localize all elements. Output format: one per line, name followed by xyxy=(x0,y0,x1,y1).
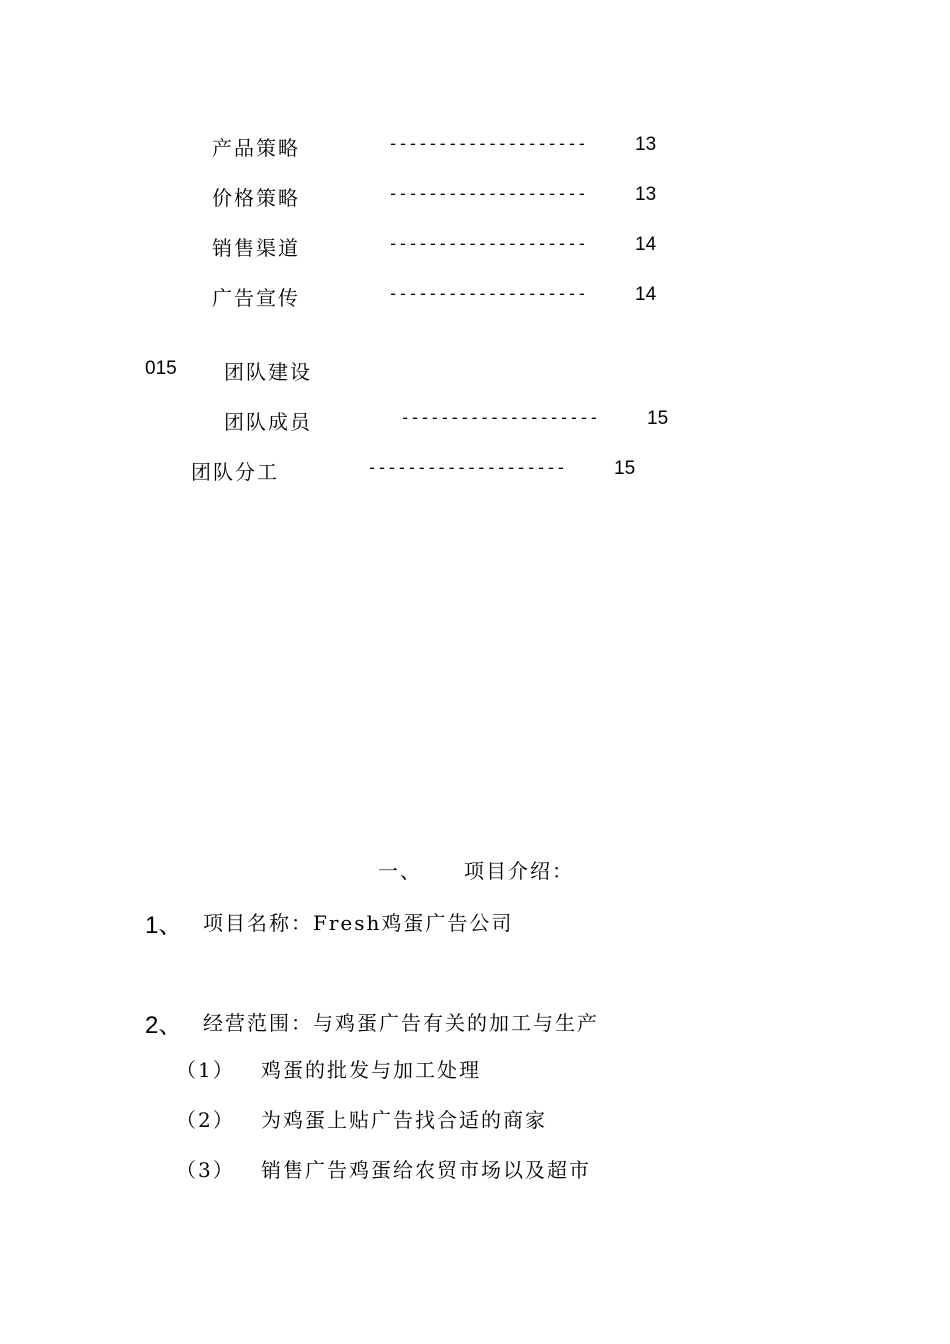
sub-item-number: （3） xyxy=(176,1158,235,1182)
toc-entry-page: 14 xyxy=(635,234,657,255)
toc-entry-label: 团队分工 xyxy=(191,460,279,484)
toc-entry-leader: -------------------- xyxy=(400,408,599,428)
toc-entry-leader: -------------------- xyxy=(388,134,587,154)
item-text: 项目名称：Fresh鸡蛋广告公司 xyxy=(203,911,514,935)
toc-entry-label: 广告宣传 xyxy=(212,286,300,310)
toc-entry-leader: -------------------- xyxy=(388,234,587,254)
toc-section-title: 团队建设 xyxy=(224,360,312,384)
sub-item-text: 为鸡蛋上贴广告找合适的商家 xyxy=(261,1108,547,1132)
item-text: 经营范围：与鸡蛋广告有关的加工与生产 xyxy=(203,1011,599,1035)
toc-entry-leader: -------------------- xyxy=(388,284,587,304)
item-number: 1、 xyxy=(145,912,183,939)
toc-entry-page: 14 xyxy=(635,284,657,305)
section-heading-title: 项目介绍： xyxy=(464,859,574,883)
sub-item-number: （1） xyxy=(176,1058,235,1082)
toc-entry-page: 15 xyxy=(647,408,669,429)
toc-entry-leader: -------------------- xyxy=(367,458,566,478)
toc-entry-leader: -------------------- xyxy=(388,184,587,204)
toc-entry-page: 15 xyxy=(614,458,636,479)
toc-entry-label: 产品策略 xyxy=(212,136,300,160)
toc-entry-page: 13 xyxy=(635,134,657,155)
sub-item-text: 鸡蛋的批发与加工处理 xyxy=(261,1058,481,1082)
toc-entry-label: 销售渠道 xyxy=(212,236,300,260)
toc-entry-page: 13 xyxy=(635,184,657,205)
section-heading-number: 一、 xyxy=(378,859,422,883)
toc-entry-label: 价格策略 xyxy=(212,186,300,210)
toc-section-number: 015 xyxy=(145,358,177,379)
toc-entry-label: 团队成员 xyxy=(224,410,312,434)
sub-item-number: （2） xyxy=(176,1108,235,1132)
item-number: 2、 xyxy=(145,1012,183,1039)
sub-item-text: 销售广告鸡蛋给农贸市场以及超市 xyxy=(261,1158,591,1182)
